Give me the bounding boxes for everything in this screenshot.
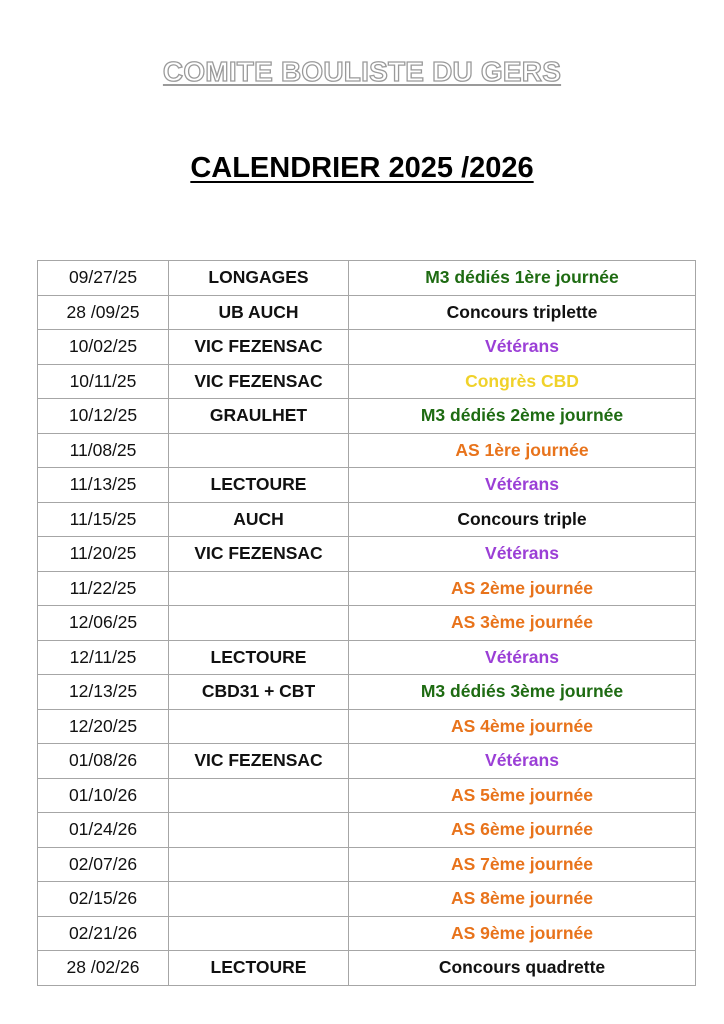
event-location [169, 778, 349, 813]
event-name: AS 8ème journée [349, 882, 696, 917]
table-row [38, 709, 696, 744]
event-location: UB AUCH [169, 295, 349, 330]
event-date: 10/11/25 [38, 364, 169, 399]
calendar-title: CALENDRIER 2025 /2026 [190, 152, 534, 184]
event-date: 02/21/26 [38, 916, 169, 951]
event-date: 11/13/25 [38, 468, 169, 503]
event-name: Concours triple [349, 502, 696, 537]
event-date: 01/08/26 [38, 744, 169, 779]
table-row [38, 916, 696, 951]
table-row [38, 261, 696, 296]
event-location: VIC FEZENSAC [169, 330, 349, 365]
event-location [169, 709, 349, 744]
table-row [38, 502, 696, 537]
event-location: GRAULHET [169, 399, 349, 434]
event-location [169, 433, 349, 468]
event-date: 11/20/25 [38, 537, 169, 572]
event-name: Vétérans [349, 744, 696, 779]
event-name: M3 dédiés 2ème journée [349, 399, 696, 434]
event-date: 28 /09/25 [38, 295, 169, 330]
event-location: LECTOURE [169, 951, 349, 986]
table-row [38, 675, 696, 710]
event-date: 28 /02/26 [38, 951, 169, 986]
event-name: AS 9ème journée [349, 916, 696, 951]
event-date: 12/13/25 [38, 675, 169, 710]
event-location: AUCH [169, 502, 349, 537]
event-date: 09/27/25 [38, 261, 169, 296]
event-name: AS 7ème journée [349, 847, 696, 882]
event-name: AS 6ème journée [349, 813, 696, 848]
event-location [169, 882, 349, 917]
table-row [38, 778, 696, 813]
event-name: Vétérans [349, 640, 696, 675]
event-date: 02/07/26 [38, 847, 169, 882]
event-date: 11/22/25 [38, 571, 169, 606]
event-location: CBD31 + CBT [169, 675, 349, 710]
event-location: VIC FEZENSAC [169, 364, 349, 399]
table-row [38, 399, 696, 434]
table-row [38, 468, 696, 503]
event-name: Concours triplette [349, 295, 696, 330]
table-row [38, 744, 696, 779]
event-date: 12/20/25 [38, 709, 169, 744]
event-location [169, 606, 349, 641]
event-date: 10/02/25 [38, 330, 169, 365]
event-location [169, 916, 349, 951]
event-location [169, 847, 349, 882]
event-name: AS 3ème journée [349, 606, 696, 641]
event-name: Vétérans [349, 330, 696, 365]
event-name: AS 1ère journée [349, 433, 696, 468]
table-row [38, 813, 696, 848]
event-date: 11/08/25 [38, 433, 169, 468]
event-name: AS 2ème journée [349, 571, 696, 606]
organization-title: COMITE BOULISTE DU GERS [162, 56, 562, 87]
event-location: LECTOURE [169, 468, 349, 503]
event-date: 12/11/25 [38, 640, 169, 675]
table-row [38, 295, 696, 330]
event-location [169, 571, 349, 606]
event-date: 01/24/26 [38, 813, 169, 848]
calendar-table [37, 260, 696, 986]
calendar-body [38, 261, 696, 986]
table-row [38, 571, 696, 606]
table-row [38, 951, 696, 986]
event-location: VIC FEZENSAC [169, 744, 349, 779]
table-row [38, 364, 696, 399]
table-row [38, 882, 696, 917]
event-date: 11/15/25 [38, 502, 169, 537]
event-name: AS 4ème journée [349, 709, 696, 744]
event-date: 12/06/25 [38, 606, 169, 641]
event-name: Congrès CBD [349, 364, 696, 399]
event-location: VIC FEZENSAC [169, 537, 349, 572]
event-location: LECTOURE [169, 640, 349, 675]
table-row [38, 433, 696, 468]
event-date: 01/10/26 [38, 778, 169, 813]
event-name: Vétérans [349, 468, 696, 503]
event-date: 02/15/26 [38, 882, 169, 917]
event-name: Concours quadrette [349, 951, 696, 986]
event-name: AS 5ème journée [349, 778, 696, 813]
event-date: 10/12/25 [38, 399, 169, 434]
table-row [38, 640, 696, 675]
table-row [38, 847, 696, 882]
table-row [38, 537, 696, 572]
event-name: M3 dédiés 1ère journée [349, 261, 696, 296]
event-name: Vétérans [349, 537, 696, 572]
event-name: M3 dédiés 3ème journée [349, 675, 696, 710]
table-row [38, 330, 696, 365]
table-row [38, 606, 696, 641]
event-location [169, 813, 349, 848]
event-location: LONGAGES [169, 261, 349, 296]
